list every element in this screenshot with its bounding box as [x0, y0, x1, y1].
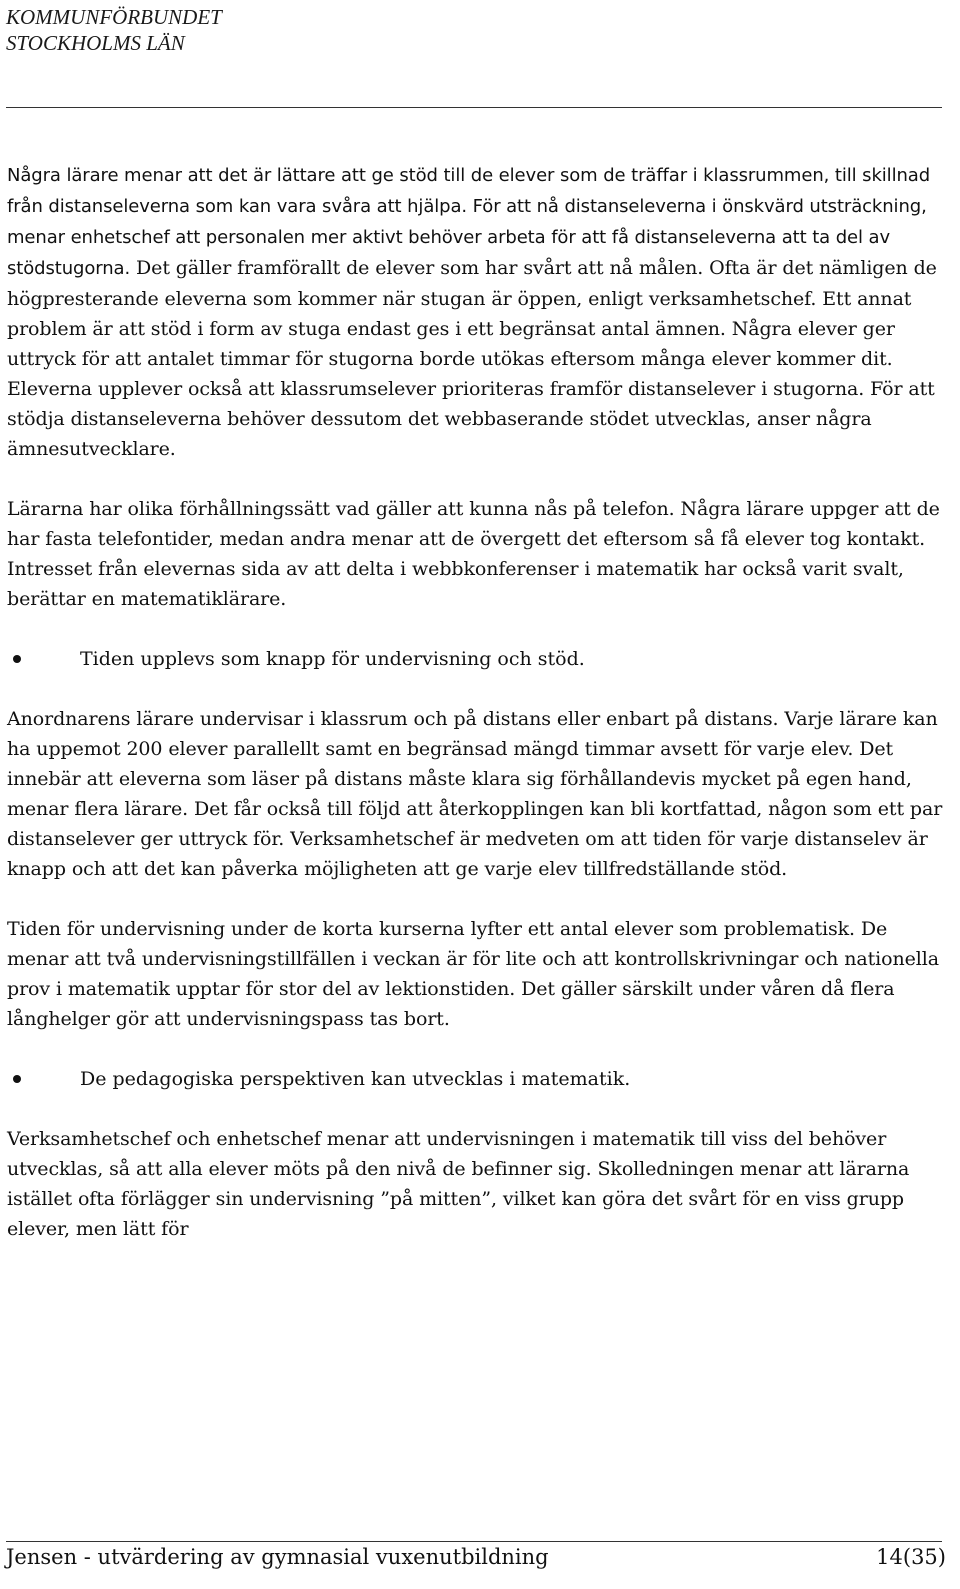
paragraph-1-part-b: Det gäller framförallt de elever som har svårt att nå målen. Ofta är det nämligen de högpresterande eleverna som kommer när stugan är öppen, enligt verksamhetschef. Ett annat problem är att stöd i form av stuga endast ges i ett begränsat antal ämnen. Några elever ger uttryck för att antalet timmar för stugorna borde utökas eftersom många elever kommer dit. Eleverna upplever också att klassrumselever prioriteras framför distanselever i stugorna. För att stödja distanseleverna behöver dessutom det webbaserande stödet utvecklas, anser några ämnesutvecklare.: [7, 257, 937, 460]
paragraph-5: Verksamhetschef och enhetschef menar att undervisningen i matematik till viss del behöver utvecklas, så att alla elever möts på den nivå de befinner sig. Skolledningen menar att lärarna istället ofta förlägger sin undervisning ”på mitten”, vilket kan göra det svårt för en viss grupp elever, men lätt för: [7, 1128, 910, 1240]
bullet-item-2: [7, 1064, 947, 1094]
bullet-text-2: De pedagogiska perspektiven kan utvecklas i matematik.: [80, 1068, 631, 1090]
header-divider: [6, 107, 942, 108]
bullet-icon: [13, 1075, 21, 1083]
page-number: 14(35): [876, 1545, 946, 1569]
paragraph-1: [7, 160, 947, 464]
footer-title: Jensen - utvärdering av gymnasial vuxenutbildning: [6, 1545, 549, 1569]
paragraph-4: Tiden för undervisning under de korta kurserna lyfter ett antal elever som problematisk. De menar att två undervisningstillfällen i veckan är för lite och att kontrollskrivningar och nationella prov i matematik upptar för stor del av lektionstiden. Det gäller särskilt under våren då flera långhelger gör att undervisningspass tas bort.: [7, 918, 939, 1030]
paragraph-1-part-a: Några lärare menar att det är lättare att ge stöd till de elever som de träffar i klassrummen, till skillnad från distanseleverna som kan vara svåra att hjälpa. För att nå distanseleverna i önskvärd utsträckning, menar enhetschef att personalen mer aktivt behöver arbeta för att få distanseleverna att ta del av stödstugorna.: [7, 165, 931, 279]
bullet-icon: [13, 655, 21, 663]
organization-header: [6, 4, 222, 56]
header-line-1: KOMMUNFÖRBUNDET: [6, 5, 222, 29]
paragraph-2: Lärarna har olika förhållningssätt vad gäller att kunna nås på telefon. Några lärare uppger att de har fasta telefontider, medan andra menar att de övergett det eftersom så få elever tog kontakt. Intresset från elevernas sida av att delta i webbkonferenser i matematik har också varit svalt, berättar en matematiklärare.: [7, 498, 940, 610]
bullet-item-1: [7, 644, 947, 674]
document-body: [7, 160, 947, 1274]
bullet-text-1: Tiden upplevs som knapp för undervisning och stöd.: [80, 648, 585, 670]
header-line-2: STOCKHOLMS LÄN: [6, 31, 185, 55]
paragraph-3: Anordnarens lärare undervisar i klassrum och på distans eller enbart på distans. Varje lärare kan ha uppemot 200 elever parallellt samt en begränsad mängd timmar avsett för varje elev. Det innebär att eleverna som läser på distans måste klara sig förhållandevis mycket på egen hand, menar flera lärare. Det får också till följd att återkopplingen kan bli kortfattad, någon som ett par distanselever ger uttryck för. Verksamhetschef är medveten om att tiden för varje distanselev är knapp och att det kan påverka möjligheten att ge varje elev tillfredställande stöd.: [7, 708, 943, 880]
